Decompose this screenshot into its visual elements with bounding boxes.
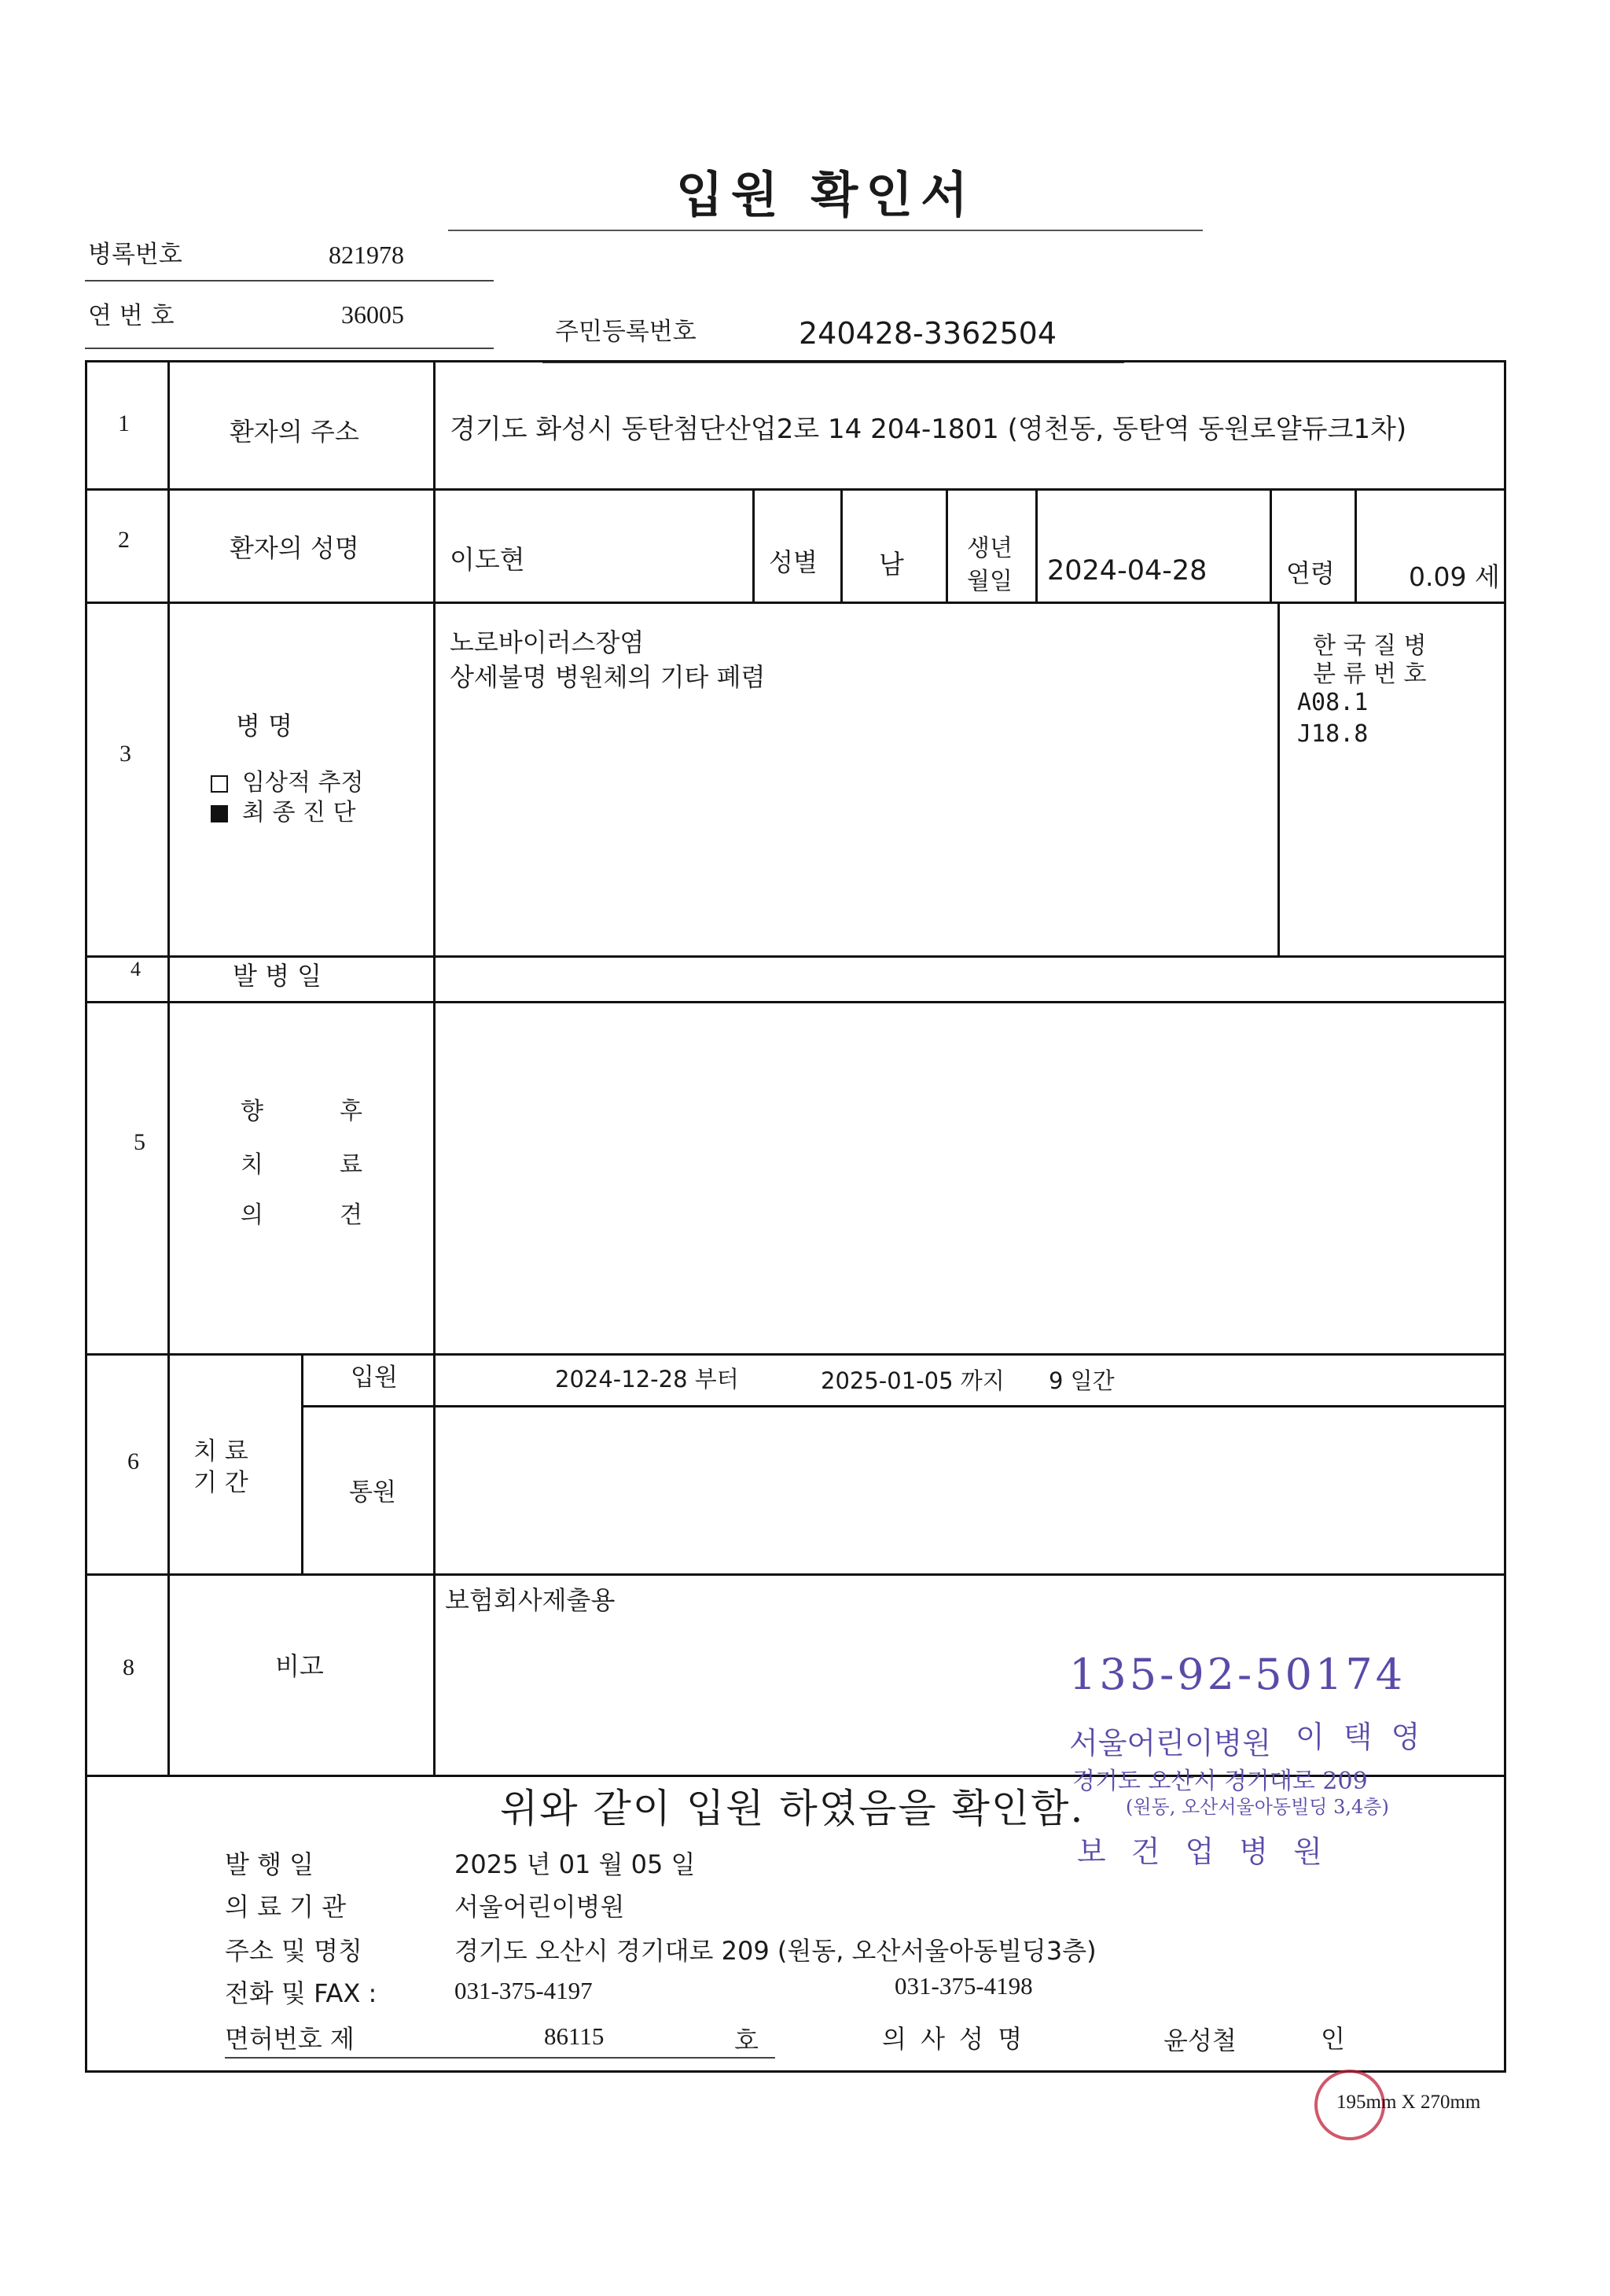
name-label: 환자의 성명	[230, 533, 359, 563]
confirmation-statement: 위와 같이 입원 하였음을 확인함.	[500, 1786, 1085, 1831]
row-num-5: 5	[134, 1129, 145, 1155]
serial-underline	[85, 348, 494, 349]
kcd-code-1: A08.1	[1297, 689, 1369, 716]
prognosis-label-3b: 견	[340, 1201, 362, 1229]
address-and-name-label: 주소 및 명칭	[225, 1936, 362, 1966]
issue-date-label: 발 행 일	[225, 1849, 314, 1879]
treatment-period-label-2: 기 간	[193, 1469, 248, 1497]
resident-no: 240428-3362504	[799, 316, 1057, 351]
row-num-6: 6	[127, 1448, 139, 1474]
treatment-period-label-1: 치 료	[193, 1437, 248, 1466]
prognosis-label-2b: 료	[340, 1151, 362, 1179]
admission-to: 2025-01-05 까지	[821, 1367, 1005, 1394]
tel-fax-label: 전화 및 FAX :	[225, 1978, 377, 2008]
telephone: 031-375-4197	[454, 1977, 593, 2004]
diagnosis-label: 병 명	[236, 711, 292, 741]
row-num-3: 3	[119, 741, 131, 767]
issue-date: 2025 년 01 월 05 일	[454, 1849, 696, 1879]
dob-label-1: 생년	[967, 535, 1013, 562]
serial-label: 연 번 호	[88, 302, 175, 330]
checkbox-empty-icon	[211, 775, 228, 793]
license-no: 86115	[544, 2022, 605, 2050]
stamp-business-type: 보 건 업 병 원	[1077, 1834, 1330, 1869]
chart-no-label: 병록번호	[88, 241, 182, 269]
kcd-label-2: 분 류 번 호	[1313, 660, 1427, 688]
prognosis-label-2a: 치	[241, 1151, 263, 1179]
paper-size: 195mm X 270mm	[1336, 2092, 1481, 2113]
outpatient-label: 통원	[349, 1478, 396, 1507]
license-label: 면허번호 제	[225, 2024, 355, 2054]
row-num-4: 4	[130, 958, 141, 981]
age-label: 연령	[1286, 558, 1335, 588]
doctor-name: 윤성철	[1163, 2026, 1237, 2055]
kcd-code-2: J18.8	[1297, 720, 1369, 748]
clinical-estimate-option: 임상적 추정	[211, 763, 363, 797]
patient-address: 경기도 화성시 동탄첨단산업2로 14 204-1801 (영천동, 동탄역 동원로얄듀크1차)	[450, 414, 1407, 445]
prognosis-label-1b: 후	[340, 1098, 362, 1125]
stamp-registration-no: 135-92-50174	[1069, 1650, 1406, 1699]
chart-no: 821978	[329, 241, 404, 269]
remarks-value: 보험회사제출용	[445, 1585, 616, 1615]
prognosis-label-3a: 의	[241, 1201, 263, 1229]
dob-label-2: 월일	[967, 568, 1013, 595]
address-label: 환자의 주소	[230, 417, 359, 447]
diagnosis-1: 노로바이러스장염	[450, 627, 645, 657]
institution-name: 서울어린이병원	[454, 1892, 625, 1922]
serial-no: 36005	[341, 300, 404, 329]
kcd-label-1: 한 국 질 병	[1313, 632, 1427, 660]
final-diagnosis-option: 최 종 진 단	[211, 793, 356, 827]
institution-label: 의 료 기 관	[225, 1892, 347, 1922]
patient-name: 이도현	[450, 544, 525, 575]
diagnosis-2: 상세불명 병원체의 기타 폐렴	[450, 662, 766, 692]
institution-address: 경기도 오산시 경기대로 209 (원동, 오산서울아동빌딩3층)	[454, 1936, 1097, 1966]
license-suffix: 호	[734, 2026, 759, 2055]
doctor-name-label: 의 사 성 명	[882, 2024, 1026, 2054]
document-title: 입원 확인서	[676, 166, 976, 223]
stamp-address-2: (원동, 오산서울아동빌딩 3,4층)	[1126, 1796, 1389, 1818]
prognosis-label-1a: 향	[241, 1098, 263, 1125]
admission-days: 9 일간	[1049, 1367, 1115, 1394]
patient-dob: 2024-04-28	[1047, 555, 1208, 587]
stamp-address: 경기도 오산시 경기대로 209	[1072, 1768, 1368, 1795]
title-underline	[448, 230, 1203, 231]
chart-no-underline	[85, 280, 494, 281]
onset-label: 발 병 일	[233, 961, 322, 991]
fax: 031-375-4198	[895, 1972, 1033, 2000]
patient-sex: 남	[879, 549, 904, 580]
stamp-head-name: 이 택 영	[1296, 1720, 1425, 1754]
remarks-label: 비고	[275, 1651, 324, 1681]
patient-age: 0.09 세	[1409, 561, 1500, 592]
stamp-hospital-name: 서울어린이병원	[1069, 1726, 1271, 1761]
row-num-1: 1	[118, 410, 130, 436]
resident-label: 주민등록번호	[555, 318, 697, 346]
row-num-8: 8	[123, 1654, 134, 1680]
seal-char: 인	[1321, 2024, 1345, 2054]
admission-from: 2024-12-28 부터	[555, 1366, 739, 1393]
row-num-2: 2	[118, 527, 130, 553]
sex-label: 성별	[769, 547, 818, 577]
inpatient-label: 입원	[351, 1363, 398, 1392]
checkbox-filled-icon	[211, 805, 228, 822]
license-underline	[225, 2057, 775, 2059]
